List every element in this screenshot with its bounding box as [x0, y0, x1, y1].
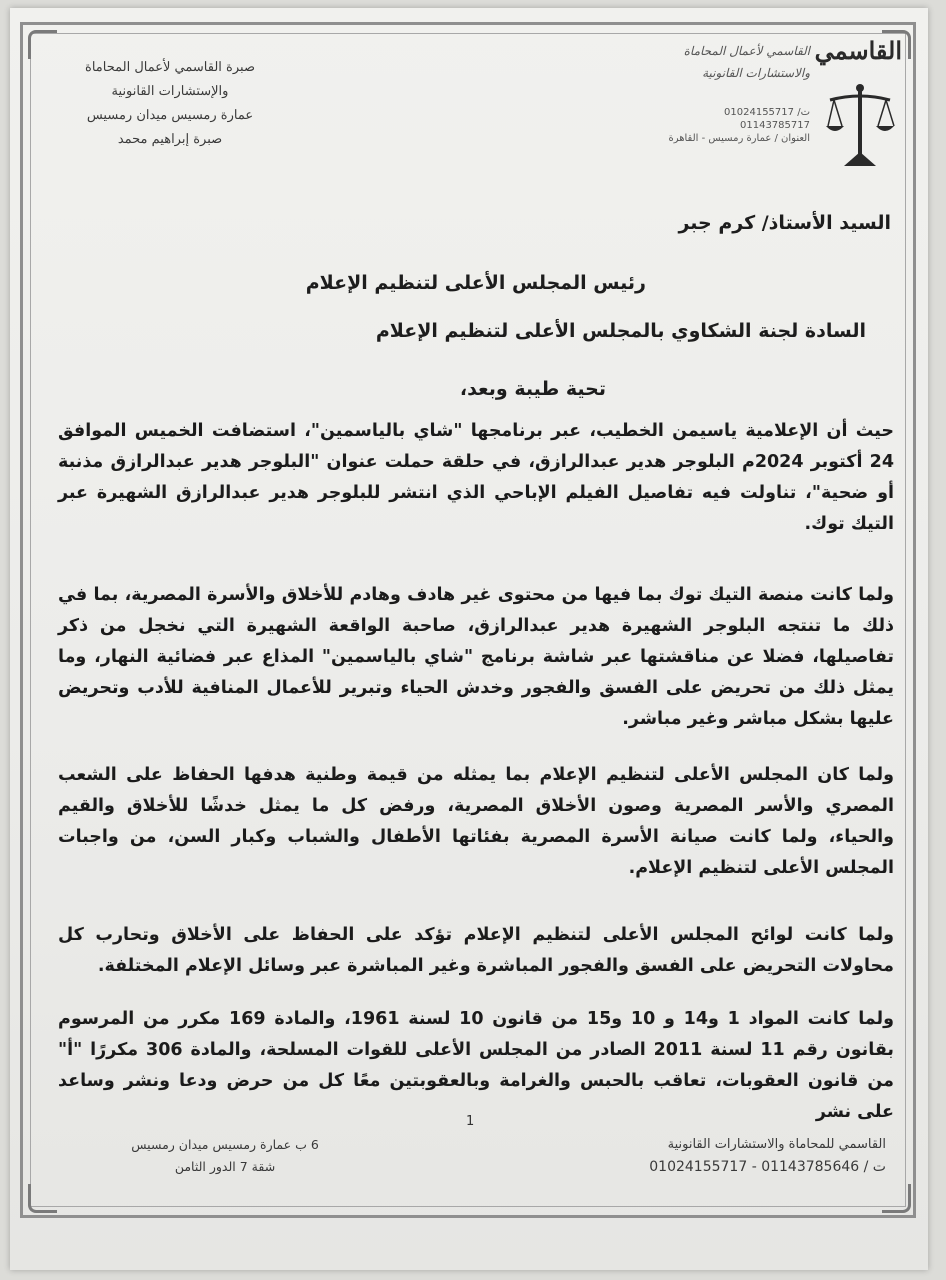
- phone-prefix: ت/: [797, 107, 810, 118]
- body-paragraph: ولما كانت المواد 1 و14 و 10 و15 من قانون 10 لسنة 1961، والمادة 169 مكرر من المرسوم بقانون رقم 11 لسنة 2011 الصادر من المجلس الأعلى للقوات المسلحة، والمادة 306 مكررًا "أ" من قانون العقوبات، تعاقب بالحبس والغرامة وبالعقوبتين معًا كل من حرض ودعا ونشر وساعد على نشر: [58, 1009, 894, 1122]
- recipient-title: رئيس المجلس الأعلى لتنظيم الإعلام: [305, 272, 646, 294]
- body-paragraph: ولما كانت منصة التيك توك بما فيها من محتوى غير هادف وهادم للأخلاق والأسرة المصرية، بما في ذلك ما تنتجه البلوجر الشهيرة هدير عبدالرازق، صاحبة الواقعة الشهيرة التي نخجل من ذكر تفاصيلها، فضلا عن مناقشتها عبر شاشة برنامج "شاي بالياسمين" المذاع عبر فضائية النهار، وما يمثل ذلك من تحريض على الفسق والفجور وخدش الحياء وتبرير للأعمال المنافية للأدب وتحريض عليها بشكل مباشر وغير مباشر.: [58, 585, 894, 729]
- letterhead-contact: [630, 106, 810, 145]
- footer-address-line: شقة 7 الدور الثامن: [174, 1159, 276, 1174]
- greeting: تحية طيبة وبعد،: [459, 378, 606, 400]
- letterhead-address: العنوان / عمارة رمسيس - القاهرة: [668, 133, 810, 144]
- footer-phones: 01143785646 - 01024155717: [649, 1159, 860, 1175]
- stamp-line: والإستشارات القانونية: [111, 84, 229, 99]
- letterhead-logo: [636, 30, 906, 180]
- body-paragraph: ولما كان المجلس الأعلى لتنظيم الإعلام بما يمثله من قيمة وطنية هدفها الحفاظ على الشعب المصري والأسر المصرية وصون الأخلاق المصرية، ورفض كل ما يمثل خدشًا للأخلاق والقيم والحياء، ولما كانت صيانة الأسرة المصرية بفئاتها الأطفال والشباب وكبار السن، من واجبات المجلس الأعلى لتنظيم الإعلام.: [58, 765, 894, 878]
- footer-firm-info: [586, 1134, 886, 1178]
- scales-of-justice-icon: [824, 82, 896, 168]
- body-paragraph: حيث أن الإعلامية ياسيمن الخطيب، عبر برنامجها "شاي بالياسمين"، استضافت الخميس الموافق 24 أكتوبر 2024م البلوجر هدير عبدالرازق، في حلقة حملت عنوان "البلوجر هدير عبدالرازق مذنبة أو ضحية"، تناولت فيه تفاصيل الفيلم الإباحي الذي انتشر للبلوجر هدير عبدالرازق الشهيرة عبر التيك توك.: [58, 421, 894, 534]
- stamp-line: صبرة إبراهيم محمد: [117, 132, 223, 147]
- border-corner: [28, 30, 57, 59]
- recipient-name: السيد الأستاذ/ كرم جبر: [678, 212, 891, 234]
- footer-phone-prefix: ت /: [863, 1159, 886, 1175]
- office-stamp: [60, 56, 280, 152]
- stamp-line: صبرة القاسمي لأعمال المحاماة: [85, 60, 255, 75]
- recipient-committee: السادة لجنة الشكاوي بالمجلس الأعلى لتنظيم الإعلام: [375, 320, 866, 342]
- stamp-line: عمارة رمسيس ميدان رمسيس: [86, 108, 254, 123]
- firm-line: والاستشارات القانونية: [702, 66, 810, 80]
- page-number: 1: [466, 1114, 475, 1129]
- border-corner: [28, 1184, 57, 1213]
- phone-number: 01143785717: [740, 120, 810, 131]
- border-corner: [882, 1184, 911, 1213]
- firm-line: القاسمي لأعمال المحاماة: [683, 44, 810, 58]
- letterhead-firm-name: [630, 40, 810, 84]
- footer-firm-name: القاسمي للمحاماة والاستشارات القانونية: [667, 1137, 886, 1152]
- footer-address-line: 6 ب عمارة رمسيس ميدان رمسيس: [131, 1137, 319, 1152]
- footer-address: [110, 1134, 340, 1178]
- brand-name: القاسمي: [814, 36, 902, 65]
- body-paragraph: ولما كانت لوائح المجلس الأعلى لتنظيم الإعلام تؤكد على الحفاظ على الأخلاق وتحارب كل محاولات التحريض على الفسق والفجور المباشرة وغير المباشرة عبر وسائل الإعلام المختلفة.: [58, 925, 894, 976]
- phone-number: 01024155717: [724, 107, 795, 118]
